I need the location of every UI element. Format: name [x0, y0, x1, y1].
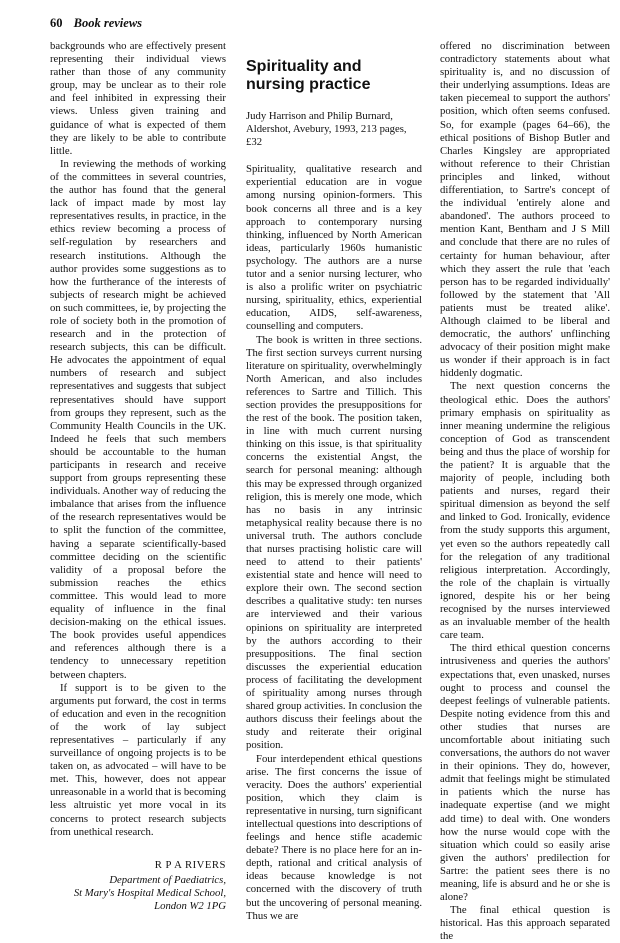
- paragraph: offered no discrimination between contradictory statements about what spirituality is, and no discussion of their underlying assumptions. Ideas are taken piecemeal to support the authors' position, which often seems confused. So, for example (pages 64–66), the ethical positions of Bishop Butler and Charles Kingsley are appropriated without reference to their Christian principles and linked, without differentiation, to Sartre's concept of the individual 'entirely alone and abandoned'. The authors proceed to mention Kant, Bentham and J S Mill and conclude that there are no rules of certainty for human behaviour, after which they assert the rule that 'each person has to be regarded individually' followed by the statement that 'All patients must be treated alike'. Although claimed to be liberal and democratic, the authors' unflinching advocacy of their position might make us wonder if their approach is in fact hiddenly dogmatic.: [440, 40, 610, 380]
- paragraph: The book is written in three sections. The first section surveys current nursing literature on spirituality, overwhelmingly North American, and also includes references to Sartre and Tillich. This section provides the presuppositions for the rest of the book. The position taken, in line with much current nursing thinking on this issue, is that spirituality concerns the existential Angst, the search for personal meaning: although this may be expressed through organized religion, this is merely one mode, which has no basis in any intrinsic metaphysical reality because there is no universal truth. The authors conclude that nurses practising holistic care will need to attend to their patients' existential state and hence will need to explore their own. The second section describes a qualitative study: ten nurses are interviewed and their various opinions on spirituality are interpreted by the authors according to their presuppositions. The final section discusses the experiential education process of facilitating the development of spirituality among nurses through shared group activities. In conclusion the authors discuss their feelings about the study and reiterate their original position.: [246, 333, 422, 752]
- book-bibliography: Judy Harrison and Philip Burnard, Aldershot, Avebury, 1993, 213 pages, £32: [246, 110, 407, 149]
- paragraph: If support is to be given to the arguments put forward, the cost in terms of education and even in the recognition of the work of lay subject representatives – particularly if any surveillance of ongoing projects is to be taken on, as advocated – will have to be met. This, however, does not appear unreasonable in a world that is becoming less altruistic yet more vocal in its concerns to protect research subjects from unethical research.: [50, 681, 226, 838]
- review-title-line: nursing practice: [246, 76, 371, 93]
- reviewer-address: London W2 1PG: [154, 899, 226, 912]
- page-header: [50, 16, 142, 31]
- paragraph: The next question concerns the theological ethic. Does the authors' primary emphasis on spirituality as inner meaning undermine the religious conception of God as transcendent being and thus the place of worship for the patient? It is arguable that the majority of people, including both patients and nurses, regard their spiritual dimension as beyond the self and linked to God. Ironically, evidence from the study supports this argument, yet even so the authors repeatedly call for the relegation of any traditional religious interpretation. Accordingly, the role of the chaplain is virtually ignored, despite his or her being recognised by the nurses interviewed as an invaluable member of the health care team.: [440, 380, 610, 642]
- paragraph: In reviewing the methods of working of the committees in several countries, the author has found that the general lack of impact made by most lay representatives results, in practice, in the ethics review becoming a process of self-regulation by researchers and research institutions. Although the author provides some suggestions as to how the furtherance of the interests of subjects of research might be achieved on such committees, ie, by projecting the role of society both in the promotion of research and in the protection of research subjects, this can be difficult. He advocates the appointment of equal numbers of research and subject representatives and suggests that subject representatives should have support from groups they represent, such as the Community Health Councils in the UK. Indeed he feels that such members should be accountable to the human participants in research and receive support from groups representing these individuals. Another way of reducing the imbalance that arises from the influence of the research representatives would be to split the function of the committee, having a separate scientifically-based committee deciding on the scientific validity of a proposal before the submission reaches the ethics committee. This would lead to more equality of influence in the final decision-making on the ethical issues. The book provides useful appendices and references although there is a tendency to unnecessary repetition between chapters.: [50, 157, 226, 681]
- reviewer-name: R P A RIVERS: [154, 858, 226, 871]
- section-title: Book reviews: [73, 16, 143, 30]
- reviewer-department: Department of Paediatrics,: [109, 873, 226, 886]
- review-title-line: Spirituality and: [246, 58, 362, 75]
- paragraph: Four interdependent ethical questions arise. The first concerns the issue of veracity. Does the authors' experiential position, which they claim is representative in nursing, turn significant intellectual questions into descriptions of feelings and hence stifle academic debate? There is no place here for an in-depth, rational and critical analysis of ideas because knowledge is not concerned with the discovery of truth but the uncovering of personal meaning. Thus we are: [246, 752, 422, 922]
- paragraph: The final ethical question is historical. Has this approach separated the: [440, 904, 610, 943]
- page-number: 60: [50, 16, 63, 30]
- review-title: [246, 58, 422, 94]
- column-right: [440, 40, 610, 943]
- paragraph: backgrounds who are effectively present representing their individual views rather than those of any community group, may be unclear as to their role and feel inhibited in expressing their views. Unless given training and guidance of what is expected of them they are likely to be able to contribute little.: [50, 40, 226, 157]
- column-left: [50, 40, 226, 913]
- column-middle: [246, 40, 422, 923]
- paragraph: Spirituality, qualitative research and experiential education are in vogue among nursing opinion-formers. This book concerns all three and is a key approach to contemporary nursing thinking, influenced by North American ideas, particularly 1960s humanistic psychology. The authors are a nurse tutor and a senior nursing lecturer, who is also a prolific writer on psychiatric nursing, spirituality, ethics, experiential education, AIDS, self-awareness, counselling and computers.: [246, 163, 422, 333]
- reviewer-signature: [50, 859, 226, 913]
- paragraph: The third ethical question concerns intrusiveness and queries the authors' expectations that, even unasked, nurses ought to process and counsel the deepest feelings of vulnerable patients. Despite noting evidence from this and other studies that nurses are uncomfortable about initiating such conversations, the authors do not waver in their opinions. They do, however, admit that feelings might be stimulated in patients which the nurse has inadequate expertise (and we might add time) to deal with. One wonders how the nurse would cope with the situation which could so easily arise given the authors' predilection for Sartre: the patient sees there is no meaning, life is absurd and he or she is alone?: [440, 642, 610, 904]
- reviewer-institution: St Mary's Hospital Medical School,: [73, 886, 226, 899]
